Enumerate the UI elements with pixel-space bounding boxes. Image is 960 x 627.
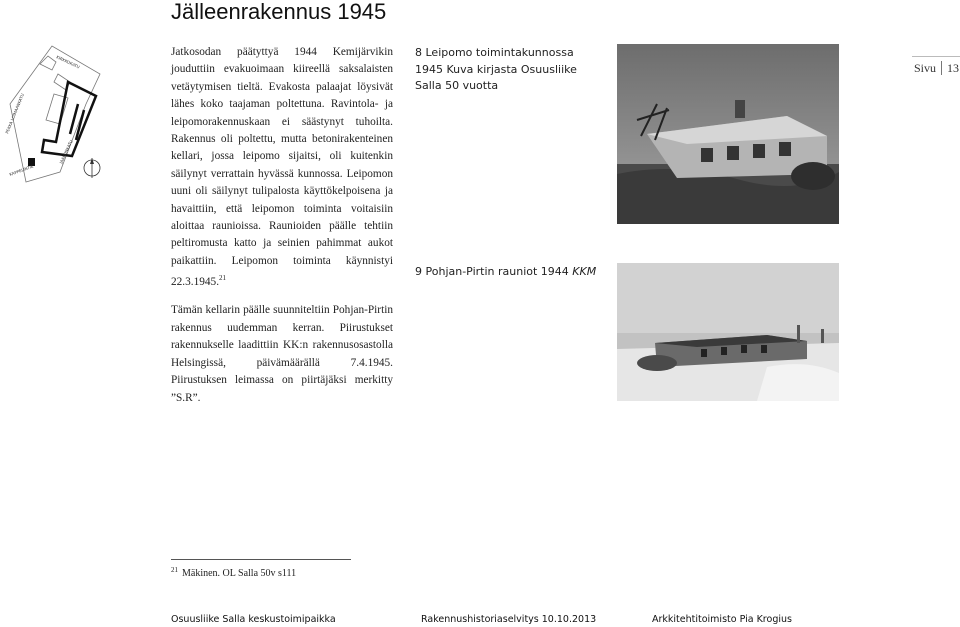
page-number [914,61,959,76]
street-label-left: PEKKA LOIMAANKATU [4,92,26,135]
footnote-text: Mäkinen. OL Salla 50v s111 [182,568,297,579]
page-number-value: 13 [947,61,960,75]
caption-2-source: KKM [572,265,597,278]
paragraph-1-end [171,270,393,291]
north-arrow-icon [84,158,100,178]
footnote-divider [171,559,351,560]
ruins-photo-1944 [617,263,839,401]
bakery-photo-1945 [617,44,839,224]
street-label-right: JAAKONKATU [58,139,74,165]
footnote [171,566,296,579]
footer-center: Rakennushistoriaselvitys 10.10.2013 [421,614,597,625]
footer-right: Arkkitehtitoimisto Pia Krogius [652,614,792,625]
page-divider [941,61,942,75]
page-label: Sivu [914,61,937,75]
street-label-top: KIRKKOKATU [55,54,81,70]
site-map [0,44,112,184]
photo-caption-1: 8 Leipomo toimintakunnossa 1945 Kuva kirjasta Osuusliike Salla 50 vuotta [415,46,577,92]
footnote-ref: 21 [219,274,227,283]
page-title: Jälleenrakennus 1945 [171,0,387,24]
footnote-number: 21 [171,566,178,574]
body-paragraph-2: Tämän kellarin päälle suunniteltiin Pohjan-Pirtin rakennus uudemman kerran. Piirustukset rakennukselle laadittiin KK:n rakennusosastolla Helsingissä, päivämäärällä 7.4.1945. Piirustuksen leimassa on piirtäjäksi merkitty ”S.R”. [171,304,393,404]
header-rule [912,56,960,57]
caption-2-text: 9 Pohjan-Pirtin rauniot 1944 [415,265,573,278]
body-paragraph-1 [171,44,393,291]
street-label-bottom: KAPPELINTIE [8,163,35,177]
paragraph-1-date: 22.3.1945. [171,276,220,289]
footer-left: Osuusliike Salla keskustoimipaikka [171,614,336,625]
paragraph-1-text: Jatkosodan päätyttyä 1944 Kemijärvikin jouduttiin evakuoimaan kiireellä saksalaisten vetäytymisen tieltä. Evakosta palaajat löysivät lähes koko taajaman poltettuna. Ravintola- ja leipomorakennuskaan ei säästynyt tuhoilta. Rakennus oli poltettu, mutta betonirakenteinen kellari, jossa leipomo sijaitsi, oli kuitenkin säilynyt verrattain hyvässä kunnossa. Leipomon uuni oli säilynyt tulipalosta käyttökelpoisena ja havaittiin, että leipomon toiminta voitaisiin aloittaa raunioissa. Raunioiden päälle tehtiin peltiromusta katto ja seinien pahimmat aukot paikattiin. Leipomon toiminta käynnistyi [171,46,393,267]
photo-caption-2 [415,264,596,281]
